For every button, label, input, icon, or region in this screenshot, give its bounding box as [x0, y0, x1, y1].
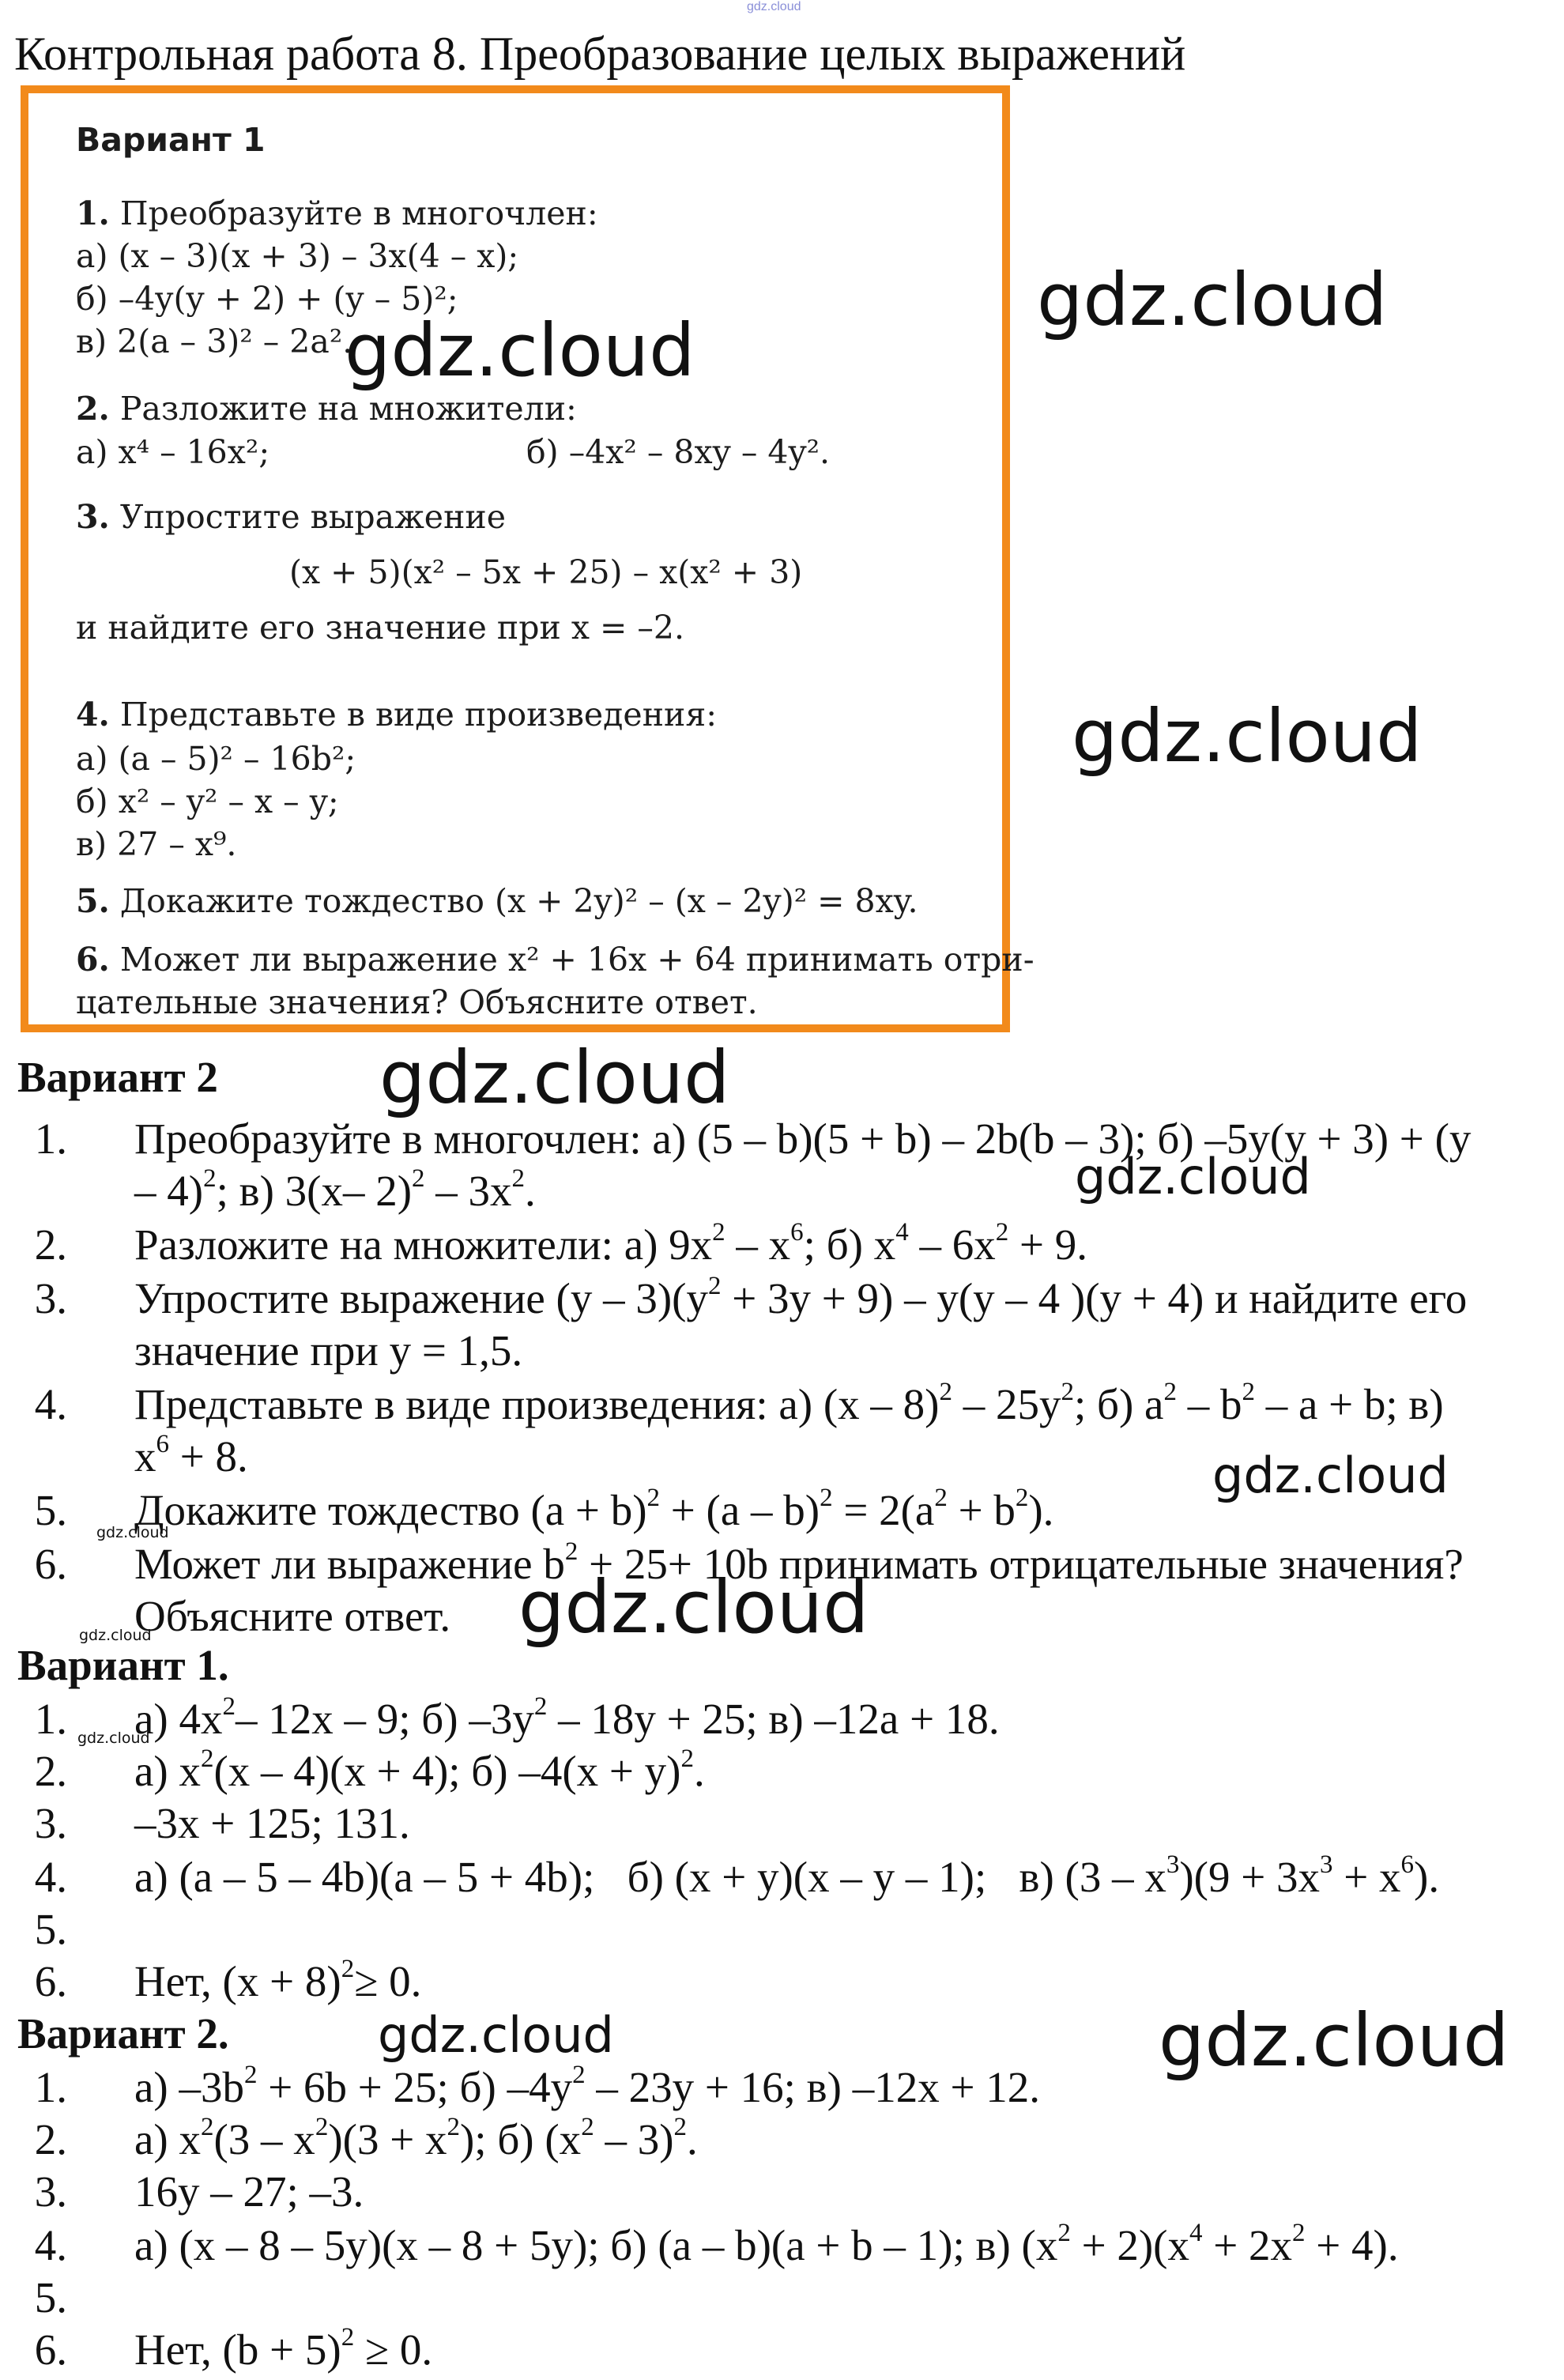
watermark: gdz.cloud: [77, 1729, 150, 1747]
item-text: а) (a – 5 – 4b)(a – 5 + 4b); б) (x + y)(x – y – 1); в) $(3 - x^3)(9 + 3x^3 + x^6)$.: [134, 1850, 1440, 1901]
item-text: Нет, $(b + 5)^2 \ge 0$.: [134, 2322, 433, 2374]
item-text: Нет, $(x + 8)^2\ge 0$.: [134, 1954, 422, 2005]
item-number: 4.: [34, 1380, 67, 1428]
item-text: Может ли выражение $b^2 + 25+ 10b$ принимать отрицательные значения?: [134, 1537, 1464, 1588]
item-text: Разложите на множители: а) $9x^2 - x^6$; б) $x^4 - 6x^2 + 9$.: [134, 1217, 1088, 1269]
item-text: Докажите тождество $(a + b)^2 + (a - b)^2 = 2(a^2 + b^2)$.: [134, 1483, 1054, 1534]
item-text: а) (x – 8 – 5y)(x – 8 + 5y); б) (a – b)(a + b – 1); в) $(x^2 + 2)(x^4 + 2x^2 + 4)$.: [134, 2218, 1399, 2269]
watermark: gdz.cloud: [378, 2006, 614, 2064]
card-line: б) –4y(y + 2) + (y – 5)²;: [76, 280, 458, 318]
card-line: 4. Представьте в виде произведения:: [76, 696, 718, 734]
watermark: gdz.cloud: [1212, 1446, 1449, 1504]
card-line: б) x² – y² – x – y;: [76, 783, 339, 820]
variant-2-section: [0, 1051, 1564, 1652]
card-line: 2. Разложите на множители:: [76, 390, 577, 428]
section-heading: Вариант 1.: [17, 1641, 229, 1689]
card-line: цательные значения? Объясните ответ.: [76, 983, 758, 1021]
item-text: а) $x^2(3 - x^2)(3 + x^2)$; б) $(x^2 - 3)^2$.: [134, 2112, 698, 2163]
card-line: а) (x – 3)(x + 3) – 3x(4 – x);: [76, 237, 519, 275]
item-text: – 4)$^2$; в) 3(x– $2)^2 - 3x^2$.: [134, 1164, 536, 1215]
card-line: в) 27 – x⁹.: [76, 825, 237, 863]
watermark: gdz.cloud: [1037, 258, 1388, 342]
item-text: Объясните ответ.: [134, 1592, 451, 1640]
item-text: а) $x^2(x - 4)(x + 4)$; б) $-4(x + y)^2$.: [134, 1744, 705, 1795]
card-line: а) x⁴ – 16x²;: [76, 433, 270, 471]
item-number: 6.: [34, 1957, 67, 2005]
card-line: в) 2(a – 3)² – 2a².: [76, 322, 353, 360]
page-title: Контрольная работа 8. Преобразование целых выражений: [14, 28, 1186, 80]
watermark: gdz.cloud: [1159, 1998, 1509, 2083]
item-text: 16y – 27; –3.: [134, 2167, 364, 2216]
item-number: 2.: [34, 2115, 67, 2163]
item-number: 5.: [34, 1486, 67, 1534]
item-number: 6.: [34, 2325, 67, 2374]
item-number: 4.: [34, 2221, 67, 2269]
watermark: gdz.cloud: [79, 1627, 152, 1644]
card-line: 3. Упростите выражение: [76, 498, 506, 536]
card-line: и найдите его значение при x = –2.: [76, 609, 685, 647]
item-number: 5.: [34, 2273, 67, 2322]
item-number: 3.: [34, 2167, 67, 2216]
item-text: а) $-3b^2 + 6b + 25$; б) $-4y^2 - 23y + 16$; в) –12x + 12.: [134, 2060, 1040, 2111]
item-number: 2.: [34, 1220, 67, 1269]
watermark: gdz.cloud: [379, 1035, 730, 1120]
watermark: gdz.cloud: [96, 1524, 169, 1541]
item-number: 3.: [34, 1274, 67, 1322]
item-number: 6.: [34, 1540, 67, 1588]
watermark: gdz.cloud: [1075, 1148, 1311, 1205]
item-text: Представьте в виде произведения: а) $(x - 8)^2 - 25y^2$; б) $a^2 - b^2 - a + b$; в): [134, 1377, 1444, 1428]
card-variant-heading: Вариант 1: [76, 121, 266, 159]
item-text: Упростите выражение $(y - 3)(y^2 + 3y + 9) - y(y - 4$ )(y + 4) и найдите его: [134, 1271, 1468, 1322]
item-number: 2.: [34, 1747, 67, 1795]
section-heading: Вариант 2.: [17, 2009, 229, 2058]
item-number: 1.: [34, 1115, 67, 1163]
item-number: 5.: [34, 1905, 67, 1953]
watermark: gdz.cloud: [1072, 694, 1423, 779]
item-text: –3x + 125; 131.: [134, 1799, 410, 1847]
item-text: а) $4x^2-$ 12x – 9; б) $-3y^2 - 18y + 25$; в) –12a + 18.: [134, 1692, 1000, 1743]
watermark: gdz.cloud: [345, 308, 695, 393]
item-text: $x^6 + 8$.: [134, 1429, 248, 1480]
watermark: gdz.cloud: [518, 1565, 869, 1650]
card-line: 1. Преобразуйте в многочлен:: [76, 194, 598, 232]
item-text: значение при y = 1,5.: [134, 1326, 523, 1375]
card-line: (x + 5)(x² – 5x + 25) – x(x² + 3): [289, 553, 803, 591]
item-number: 1.: [34, 2063, 67, 2111]
top-watermark: gdz.cloud: [747, 0, 801, 13]
card-line: б) –4x² – 8xy – 4y².: [526, 433, 831, 471]
item-number: 3.: [34, 1799, 67, 1847]
card-line: 5. Докажите тождество (x + 2y)² – (x – 2y)² = 8xy.: [76, 882, 918, 920]
section-heading: Вариант 2: [17, 1053, 218, 1101]
variant-1-card: [21, 85, 1035, 1032]
item-number: 1.: [34, 1695, 67, 1743]
card-line: а) (a – 5)² – 16b²;: [76, 740, 356, 778]
item-number: 4.: [34, 1853, 67, 1901]
card-line: 6. Может ли выражение x² + 16x + 64 принимать отри-: [76, 941, 1035, 979]
answers-variant-1: [0, 1639, 1564, 2011]
item-text: Преобразуйте в многочлен: а) (5 – b)(5 + b) – 2b(b – 3); б) –5y(y + 3) + (y: [134, 1115, 1472, 1163]
